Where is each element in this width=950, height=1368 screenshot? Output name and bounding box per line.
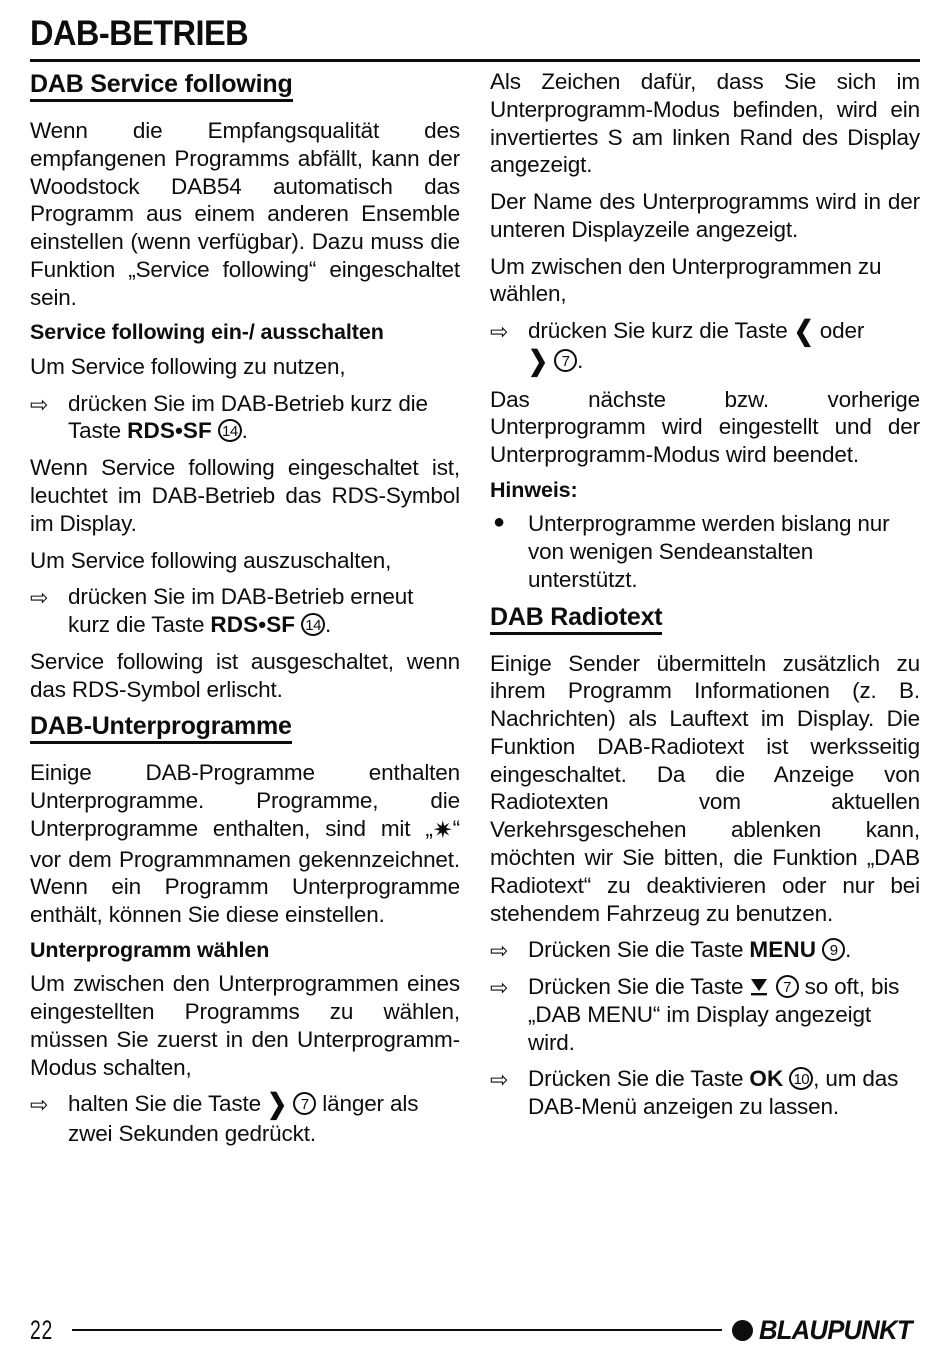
callout-number-14: 14	[301, 613, 325, 636]
paragraph-um-zwischen-unterprogrammen-links: Um zwischen den Unterprogrammen eines eingestellten Programms zu wählen, müssen Sie zuerst in den Unterprogramm-Modus schalten,	[30, 971, 460, 1080]
step-menu-text-post: .	[845, 937, 852, 963]
paragraph-einige-dab-programme	[30, 759, 460, 929]
step-rds-sf-off-text-post: .	[324, 612, 332, 638]
step-ok-text-post: , um das DAB-Menü anzeigen zu lassen.	[528, 1066, 899, 1120]
paragraph-einige-dab-programme-part1: Einige DAB-Programme enthalten Unterprogramme. Programme, die Unterprogramme enthalten, sind mit „	[30, 760, 460, 841]
footer-divider	[72, 1329, 722, 1331]
page-title: DAB-BETRIEB	[30, 14, 249, 53]
arrow-bullet-icon: ⇨	[490, 938, 509, 964]
chevron-right-icon: ❯	[267, 1089, 288, 1121]
key-label-ok: OK	[749, 1066, 784, 1092]
step-rds-sf-on	[30, 390, 460, 446]
arrow-bullet-icon: ⇨	[30, 585, 49, 611]
step-ok-taste	[490, 1065, 920, 1121]
arrow-bullet-icon: ⇨	[30, 1092, 49, 1118]
section-heading-unterprogramme-wrap	[30, 712, 460, 751]
paragraph-das-naechste-bzw-vorherige: Das nächste bzw. vorherige Unterprogramm wird eingestellt und der Unterprogramm-Modus wird beendet.	[490, 386, 920, 468]
section-heading-dab-radiotext: DAB Radiotext	[490, 603, 662, 635]
key-label-menu: MENU	[749, 937, 817, 963]
paragraph-service-following-intro: Wenn die Empfangsqualität des empfangenen Programms abfällt, kann der Woodstock DAB54 automatisch das Programm aus einem anderen Ensemble einstellen (wenn verfügbar). Dazu muss die Funktion „Service following“ eingeschaltet sein.	[30, 118, 460, 310]
step-halten-text-post: länger als zwei Sekunden gedrückt.	[68, 1091, 419, 1147]
arrow-bullet-icon: ⇨	[490, 319, 509, 345]
page-header	[30, 16, 920, 62]
step-rds-sf-on-text-post: .	[241, 418, 248, 444]
step-menu-taste	[490, 936, 920, 964]
callout-number-7: 7	[776, 975, 799, 998]
step-rds-sf-on-text-pre: drücken Sie im DAB-Betrieb kurz die Taste	[68, 390, 428, 444]
chevron-left-icon: ❮	[793, 316, 814, 348]
step-druecken-sie-kurz	[490, 317, 920, 376]
step-rds-sf-off-text-pre: drücken Sie im DAB-Betrieb erneut kurz die Taste	[68, 584, 414, 638]
section-heading-dab-unterprogramme: DAB-Unterprogramme	[30, 712, 292, 744]
step-halten-text-pre: halten Sie die Taste	[68, 1091, 268, 1117]
step-druecken-text-pre: drücken Sie kurz die Taste	[528, 318, 794, 344]
callout-number-7: 7	[293, 1092, 316, 1115]
arrow-down-key-icon	[749, 977, 769, 997]
content-columns	[30, 68, 920, 1157]
header-divider	[30, 59, 920, 62]
callout-number-7: 7	[554, 349, 577, 372]
key-label-rds-sf: RDS•SF	[210, 612, 296, 638]
brand-dot-icon	[732, 1320, 753, 1341]
chevron-right-icon: ❯	[528, 345, 548, 377]
key-label-rds-sf: RDS•SF	[127, 418, 212, 444]
asterisk-star-icon: ✷	[432, 816, 453, 844]
arrow-bullet-icon: ⇨	[490, 1067, 509, 1093]
note-bullet-unterprogramme	[490, 510, 920, 593]
step-down-text-post: so oft, bis „DAB MENU“ im Display angezeigt wird.	[528, 974, 900, 1055]
arrow-bullet-icon: ⇨	[30, 391, 49, 417]
paragraph-um-auszuschalten: Um Service following auszuschalten,	[30, 547, 392, 573]
paragraph-wenn-eingeschaltet: Wenn Service following eingeschaltet ist, leuchtet im DAB-Betrieb das RDS-Symbol im Display.	[30, 455, 460, 536]
step-down-text-pre: Drücken Sie die Taste	[528, 974, 750, 1000]
page-footer	[30, 1310, 920, 1350]
subheading-service-following-toggle: Service following ein-/ ausschalten	[30, 320, 384, 345]
paragraph-um-service-following-nutzen: Um Service following zu nutzen,	[30, 353, 346, 379]
step-menu-text-pre: Drücken Sie die Taste	[528, 937, 750, 963]
section-heading-radiotext-wrap	[490, 603, 920, 642]
step-halten-sie-taste	[30, 1090, 460, 1147]
step-down-taste	[490, 973, 920, 1056]
paragraph-einige-sender-uebermitteln: Einige Sender übermitteln zusätzlich zu ihrem Programm Informationen (z. B. Nachrichten) als Lauftext im Display. Die Funktion DAB-Radiotext ist werksseitig eingeschaltet. Da die Anzeige von Radiotexten vom aktuellen Verkehrsgeschehen ablenken kann, möchten wir Sie bitten, die Funktion „DAB Radiotext“ zu deaktivieren oder nur bei stehendem Fahrzeug zu benutzen.	[490, 650, 920, 926]
paragraph-als-zeichen-dafuer: Als Zeichen dafür, dass Sie sich im Unterprogramm-Modus befinden, wird ein invertiertes S am linken Rand des Display angezeigt.	[490, 69, 920, 178]
step-ok-text-pre: Drücken Sie die Taste	[528, 1066, 750, 1092]
subheading-unterprogramm-waehlen: Unterprogramm wählen	[30, 937, 270, 962]
round-bullet-icon: ●	[493, 511, 505, 534]
callout-number-10: 10	[789, 1067, 813, 1090]
paragraph-einige-dab-programme-part2: “ vor dem Programmnamen gekennzeichnet. Wenn ein Programm Unterprogramme enthält, können Sie diese einstellen.	[30, 815, 460, 928]
page-number: 22	[30, 1314, 54, 1345]
paragraph-service-following-ausgeschaltet: Service following ist ausgeschaltet, wenn das RDS-Symbol erlischt.	[30, 648, 460, 702]
brand-logo	[732, 1315, 920, 1346]
callout-number-9: 9	[822, 938, 845, 961]
step-druecken-text-post: .	[577, 347, 584, 373]
step-druecken-text-mid: oder	[813, 318, 865, 344]
right-column	[490, 68, 920, 1157]
callout-number-14: 14	[218, 419, 242, 442]
paragraph-der-name-des-unterprogramms: Der Name des Unterprogramms wird in der unteren Displayzeile angezeigt.	[490, 189, 920, 242]
paragraph-um-zwischen-unterprogrammen-rechts: Um zwischen den Unterprogrammen zu wählen,	[490, 253, 882, 307]
left-column	[30, 68, 460, 1157]
step-rds-sf-off	[30, 583, 460, 639]
section-heading-service-following: DAB Service following	[30, 70, 293, 102]
note-bullet-text: Unterprogramme werden bislang nur von wenigen Sendeanstalten unterstützt.	[528, 511, 890, 592]
brand-name: BLAUPUNKT	[759, 1314, 912, 1345]
arrow-bullet-icon: ⇨	[490, 975, 509, 1001]
section-heading-service-following-wrap	[30, 70, 460, 109]
note-label-hinweis: Hinweis:	[490, 477, 578, 502]
